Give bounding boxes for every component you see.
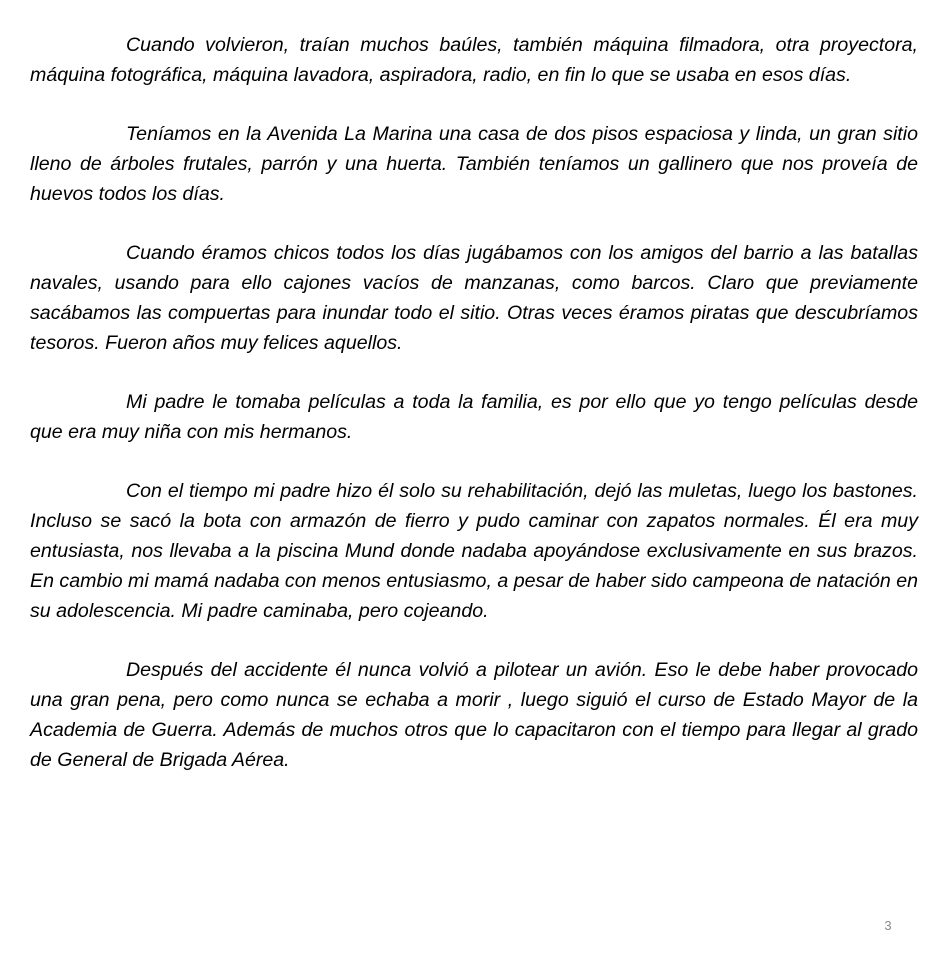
page-number: 3 [884,918,892,933]
paragraph-4: Mi padre le tomaba películas a toda la familia, es por ello que yo tengo películas desde que era muy niña con mis hermanos. [30,391,918,443]
paragraph-5: Con el tiempo mi padre hizo él solo su rehabilitación, dejó las muletas, luego los bastones. Incluso se sacó la bota con armazón de fierro y pudo caminar con zapatos normales. Él era muy entusiasta, nos llevaba a la piscina Mund donde nadaba apoyándose exclusivamente en sus brazos. En cambio mi mamá nadaba con menos entusiasmo, a pesar de haber sido campeona de natación en su adolescencia. Mi padre caminaba, pero cojeando. [30,480,918,622]
paragraph-6: Después del accidente él nunca volvió a pilotear un avión. Eso le debe haber provocado una gran pena, pero como nunca se echaba a morir , luego siguió el curso de Estado Mayor de la Academia de Guerra. Además de muchos otros que lo capacitaron con el tiempo para llegar al grado de General de Brigada Aérea. [30,659,918,771]
document-page [30,30,918,804]
paragraph-1: Cuando volvieron, traían muchos baúles, también máquina filmadora, otra proyectora, máquina fotográfica, máquina lavadora, aspiradora, radio, en fin lo que se usaba en esos días. [30,34,918,86]
paragraph-3: Cuando éramos chicos todos los días jugábamos con los amigos del barrio a las batallas navales, usando para ello cajones vacíos de manzanas, como barcos. Claro que previamente sacábamos las compuertas para inundar todo el sitio. Otras veces éramos piratas que descubríamos tesoros. Fueron años muy felices aquellos. [30,242,918,354]
paragraph-2: Teníamos en la Avenida La Marina una casa de dos pisos espaciosa y linda, un gran sitio lleno de árboles frutales, parrón y una huerta. También teníamos un gallinero que nos proveía de huevos todos los días. [30,123,918,205]
